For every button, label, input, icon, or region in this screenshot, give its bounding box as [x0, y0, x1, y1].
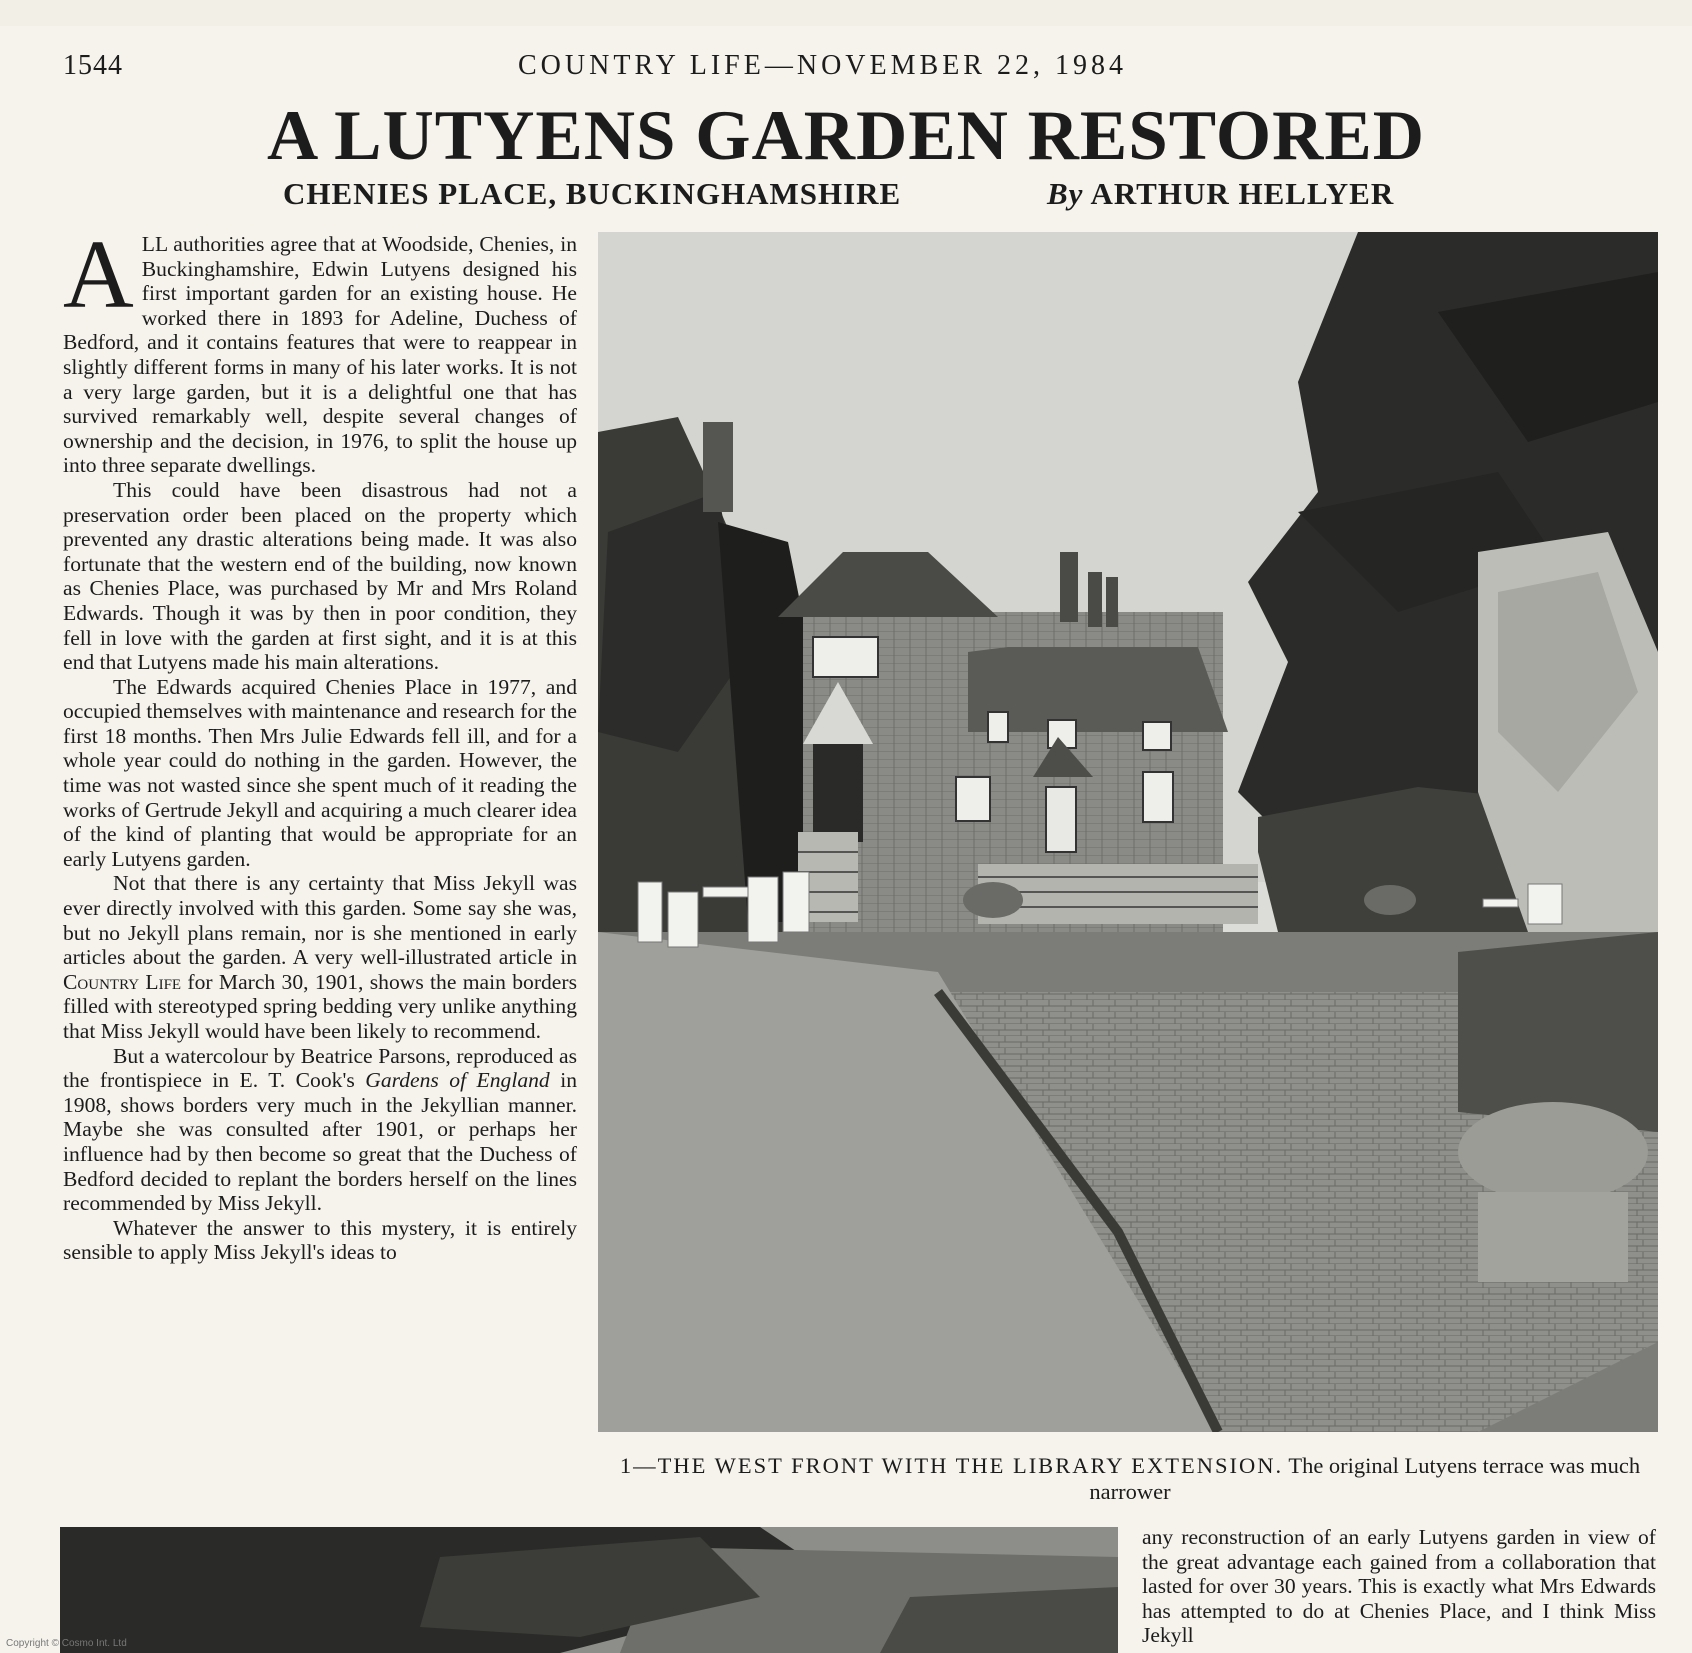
paragraph-1: ALL authorities agree that at Woodside, Chenies, in Buckinghamshire, Edwin Lutyens designed his first important garden for an existing house. He worked there in 1893 for Adeline, Duchess of Bedford, and it contains features that were to reappear in slightly different forms in many of his later works. It is not a very large garden, but it is a delightful one that has survived remarkably well, despite several changes of ownership and the decision, in 1976, to split the house up into three separate dwellings. — [63, 221, 577, 478]
caption-lead: 1—THE WEST FRONT WITH THE LIBRARY EXTENSION. — [619, 1453, 1284, 1478]
west-front-photo — [598, 232, 1658, 1432]
caption-text: The original Lutyens terrace was much narrower — [1089, 1453, 1641, 1504]
magazine-name: Country Life — [63, 969, 182, 994]
byline-by: By — [1047, 176, 1084, 211]
running-head: COUNTRY LIFE—NOVEMBER 22, 1984 — [518, 50, 1127, 81]
lower-garden-photo — [60, 1527, 1118, 1653]
top-paper-strip — [0, 0, 1692, 26]
paragraph-4: Not that there is any certainty that Miss Jekyll was ever directly involved with this garden. Some say she was, but no Jekyll plans remain, nor is she mentioned in early articles about the garden. A very well-illustrated article in Country Life for March 30, 1901, shows the main borders filled with stereotyped spring bedding very unlike anything that Miss Jekyll would have been likely to recommend. — [63, 871, 577, 1043]
byline-author: ARTHUR HELLYER — [1090, 176, 1395, 211]
drop-cap: A — [63, 221, 134, 329]
byline — [1047, 176, 1394, 212]
small-caps-opening: LL — [141, 232, 168, 256]
copyright-notice: Copyright © Cosmo Int. Ltd — [6, 1638, 127, 1649]
article-title: A LUTYENS GARDEN RESTORED — [267, 97, 1425, 175]
paragraph-6: Whatever the answer to this mystery, it is entirely sensible to apply Miss Jekyll's ideas to — [63, 1215, 577, 1265]
left-column — [63, 221, 577, 1265]
right-column — [1142, 1525, 1656, 1648]
paragraph-3: The Edwards acquired Chenies Place in 1977, and occupied themselves with maintenance and research for the first 18 months. Then Mrs Julie Edwards fell ill, and for a whole year could do nothing in the garden. However, the time was not wasted since she spent much of it reading the works of Gertrude Jekyll and acquiring a much clearer idea of the kind of planting that would be appropriate for an early Lutyens garden. — [63, 674, 577, 871]
paragraph-2: This could have been disastrous had not a preservation order been placed on the property which prevented any drastic alterations being made. It was also fortunate that the western end of the building, now known as Chenies Place, was purchased by Mr and Mrs Roland Edwards. Though it was by then in poor condition, they fell in love with the garden at first sight, and it is at this end that Lutyens made his main alterations. — [63, 477, 577, 675]
paragraph-5: But a watercolour by Beatrice Parsons, reproduced as the frontispiece in E. T. Cook's Gardens of England in 1908, shows borders very much in the Jekyllian manner. Maybe she was consulted after 1901, or perhaps her influence had by then become so great that the Duchess of Bedford decided to replant the borders herself on the lines recommended by Miss Jekyll. — [63, 1043, 577, 1216]
figure-caption — [604, 1453, 1656, 1505]
continued-paragraph: any reconstruction of an early Lutyens garden in view of the great advantage each gained from a collaboration that lasted for over 30 years. This is exactly what Mrs Edwards has attempted to do at Chenies Place, and I think Miss Jekyll — [1142, 1525, 1656, 1648]
page-number: 1544 — [63, 50, 123, 81]
book-title: Gardens of England — [365, 1068, 550, 1093]
article-subtitle: CHENIES PLACE, BUCKINGHAMSHIRE — [283, 176, 902, 211]
